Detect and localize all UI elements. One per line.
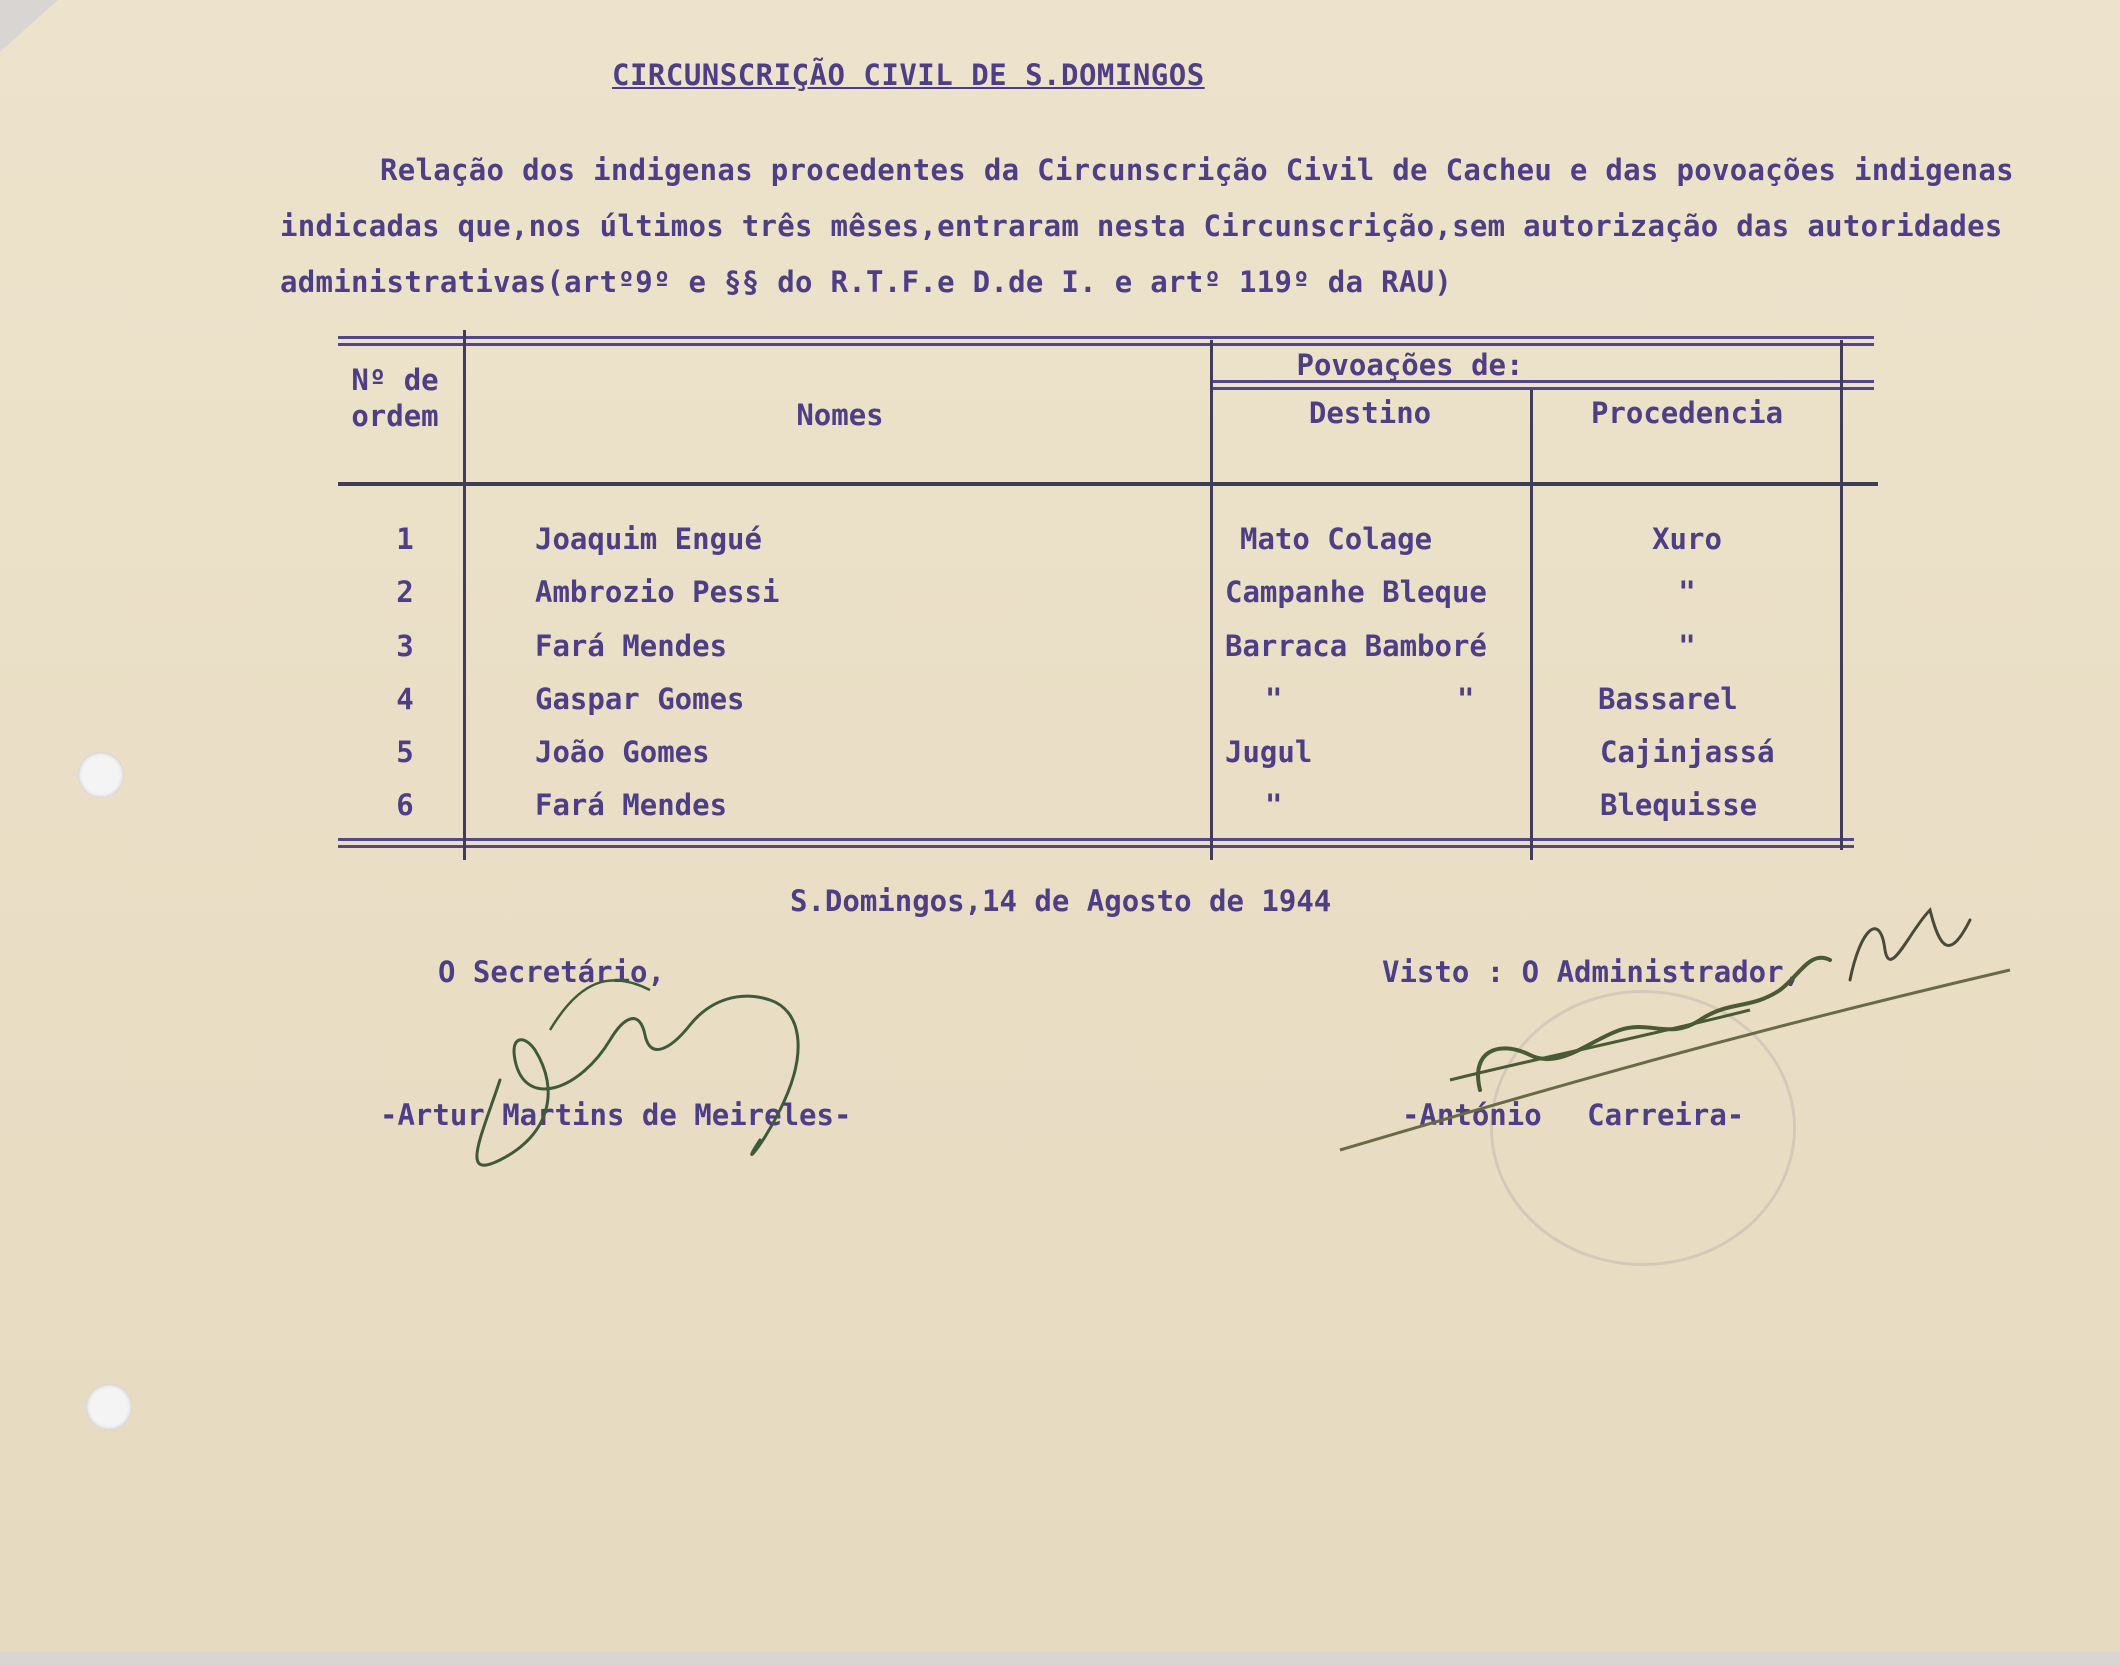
row-order: 6	[396, 788, 414, 822]
table-top-rule	[338, 336, 1874, 339]
header-names: Nomes	[796, 398, 884, 432]
row-destination: Barraca Bamboré	[1225, 629, 1487, 663]
header-bottom-rule	[338, 482, 1878, 486]
row-origin: "	[1678, 629, 1696, 663]
row-destination: " "	[1265, 682, 1475, 716]
row-name: Joaquim Engué	[535, 522, 762, 556]
col-divider	[463, 330, 466, 860]
secretary-name: -Artur Martins de Meireles-	[380, 1098, 852, 1132]
header-origin: Procedencia	[1590, 396, 1784, 430]
row-destination: Mato Colage	[1240, 522, 1433, 556]
row-origin: Bassarel	[1598, 682, 1738, 716]
row-order: 4	[396, 682, 414, 716]
row-name: Fará Mendes	[535, 629, 728, 663]
header-destination: Destino	[1308, 396, 1432, 430]
intro-paragraph: Relação dos indigenas procedentes da Circunscrição Civil de Cacheu e das povoações indigenas indicadas que,nos últimos três mêses,entraram nesta Circunscrição,sem autorização das autoridades administrativas(artº9º e §§ do R.T.F.e D.de I. e artº 119º da RAU)	[280, 153, 2014, 299]
punch-hole	[78, 752, 124, 798]
administrator-name: -António Carreira-	[1402, 1098, 1745, 1132]
row-name: Gaspar Gomes	[535, 682, 745, 716]
row-name: João Gomes	[535, 735, 710, 769]
row-origin: Blequisse	[1600, 788, 1758, 822]
administrator-signature	[1330, 890, 2030, 1160]
row-origin: Cajinjassá	[1600, 735, 1775, 769]
table-bottom-rule	[338, 838, 1854, 841]
row-origin: "	[1678, 575, 1696, 609]
visto-label: Visto : O Administrador,	[1382, 955, 1802, 989]
row-destination: Campanhe Bleque	[1225, 575, 1487, 609]
secretary-label: O Secretário,	[438, 955, 665, 989]
row-order: 2	[396, 575, 414, 609]
row-destination: Jugul	[1225, 735, 1313, 769]
row-order: 5	[396, 735, 414, 769]
header-order: Nº de ordem	[351, 363, 439, 433]
row-name: Fará Mendes	[535, 788, 728, 822]
header-group: Povoações de:	[1296, 348, 1524, 382]
secretary-signature	[440, 940, 860, 1200]
col-divider	[1530, 390, 1533, 860]
row-order: 1	[396, 522, 414, 556]
document-title: CIRCUNSCRIÇÃO CIVIL DE S.DOMINGOS	[612, 58, 1205, 92]
row-origin: Xuro	[1652, 522, 1722, 556]
row-order: 3	[396, 629, 414, 663]
row-name: Ambrozio Pessi	[535, 575, 780, 609]
punch-hole	[86, 1384, 132, 1430]
row-destination: "	[1265, 788, 1283, 822]
document-date: S.Domingos,14 de Agosto de 1944	[790, 884, 1332, 918]
